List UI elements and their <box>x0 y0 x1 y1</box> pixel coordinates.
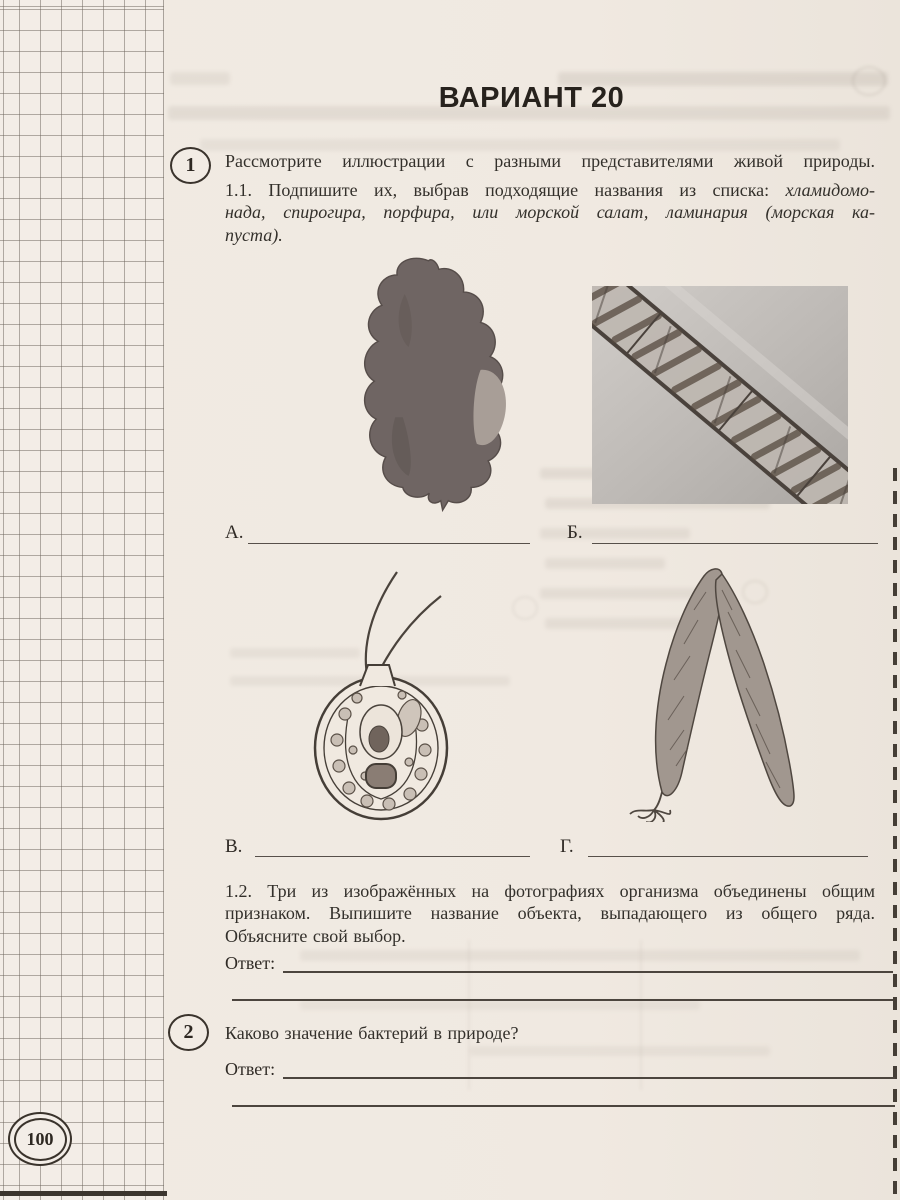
figure-g-answer-blank[interactable] <box>588 854 868 857</box>
task1-intro <box>225 150 875 172</box>
figure-b-answer-blank[interactable] <box>592 541 878 544</box>
task1-sub1-line <box>225 224 875 246</box>
graph-paper-margin <box>0 0 164 1200</box>
task1-answer-line-2[interactable] <box>232 997 893 1001</box>
task1-sub2-line: признаком. Выпишите название объекта, выпадающего из общего ряда. <box>225 903 875 924</box>
variant-title: ВАРИАНТ 20 <box>438 82 625 114</box>
sub1-line1-italic: хламидомо- <box>785 180 875 200</box>
task1-sub2-text <box>225 880 875 947</box>
task1-sub1-line <box>225 201 875 223</box>
figure-v-label: В. <box>225 836 243 857</box>
task-number-badge: 2 <box>168 1014 209 1051</box>
page-number: 100 <box>14 1118 67 1161</box>
figure-b-spirogyra-image <box>592 286 848 504</box>
task1-sub1-line <box>225 179 875 201</box>
figure-b-label: Б. <box>567 522 583 543</box>
task2-answer-line-1[interactable] <box>283 1075 895 1079</box>
task1-intro-line: Рассмотрите иллюстрации с разными представителями живой природы. <box>225 151 875 171</box>
task1-sub1-text <box>225 179 875 246</box>
figure-v-chlamydomonas-image <box>305 562 465 822</box>
page-bottom-edge <box>0 1191 167 1196</box>
task1-answer-label: Ответ: <box>225 953 276 973</box>
task1-answer-line-1[interactable] <box>283 969 893 973</box>
sub1-line3-italic: пуста). <box>225 224 283 245</box>
page-number-badge <box>8 1112 72 1166</box>
figure-g-label: Г. <box>560 836 574 857</box>
sub1-line1-normal: 1.1. Подпишите их, выбрав подходящие названия из списка: <box>225 180 786 200</box>
figure-v-answer-blank[interactable] <box>255 854 530 857</box>
task2-question: Каково значение бактерий в природе? <box>225 1023 519 1043</box>
sub1-line2-italic: нада, спирогира, порфира, или морской салат, ламинария (морская ка- <box>225 202 875 223</box>
task-number-badge: 1 <box>170 147 211 184</box>
figure-a-answer-blank[interactable] <box>248 541 530 544</box>
figure-g-laminaria-image <box>600 560 815 822</box>
page-content <box>163 0 900 1200</box>
figure-a-label: А. <box>225 522 244 543</box>
task1-sub2-line: 1.2. Три из изображённых на фотографиях организма объединены общим <box>225 881 875 901</box>
task2-answer-line-2[interactable] <box>232 1103 895 1107</box>
task1-sub2-line: Объясните свой выбор. <box>225 925 406 946</box>
task2-answer-label: Ответ: <box>225 1059 276 1079</box>
figure-a-porphyra-image <box>333 256 557 514</box>
